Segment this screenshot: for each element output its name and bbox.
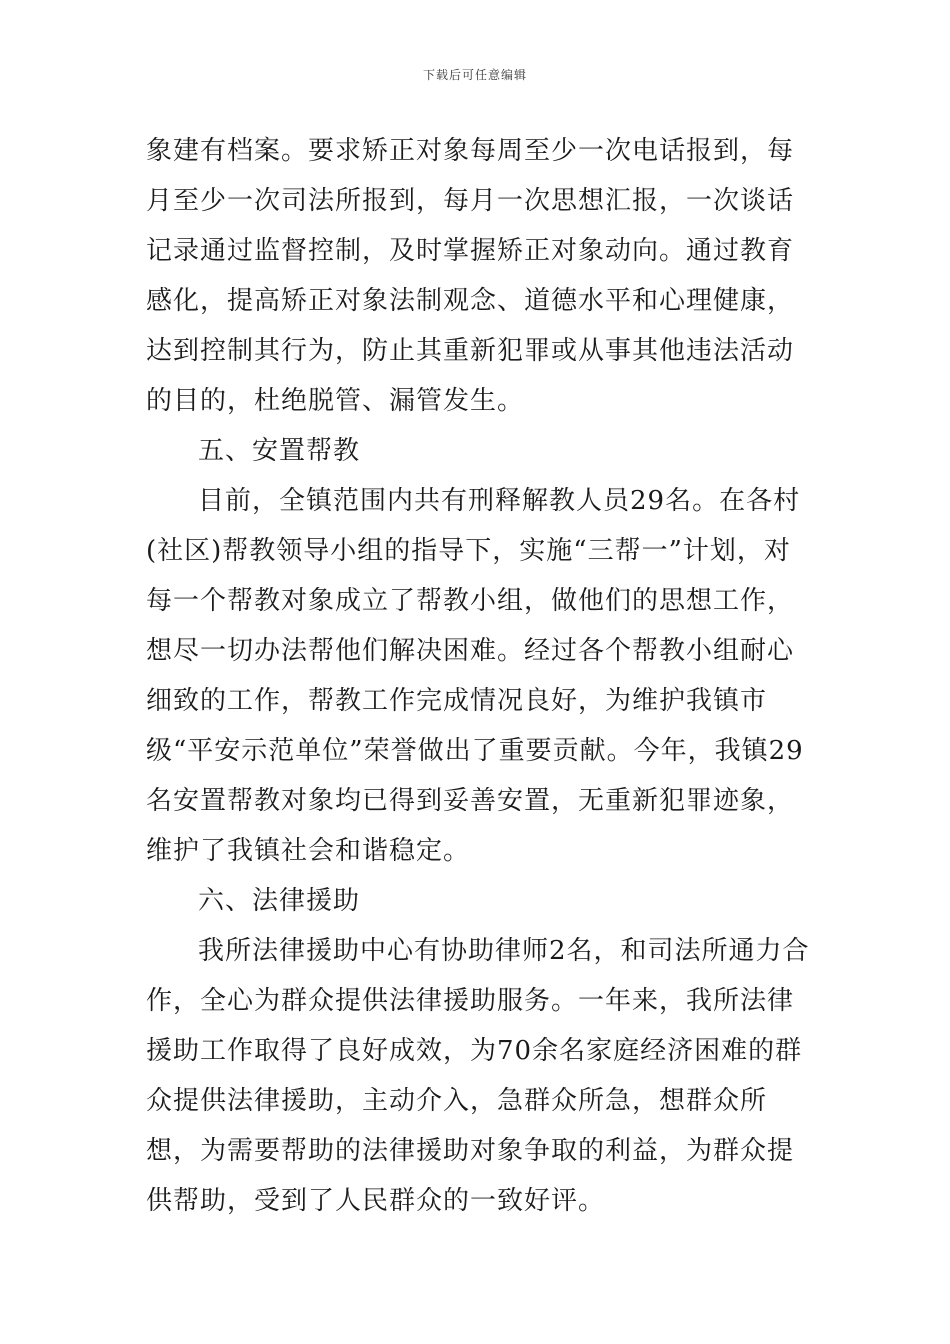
paragraph: 我所法律援助中心有协助律师2名，和司法所通力合作，全心为群众提供法律援助服务。一年来，我所法律援助工作取得了良好成效，为70余名家庭经济困难的群众提供法律援助，主动介入，急群众所急，想群众所想，为需要帮助的法律援助对象争取的利益，为群众提供帮助，受到了人民群众的一致好评。 <box>146 936 810 1216</box>
section-heading: 五、安置帮教 <box>198 436 361 466</box>
header-note: 下载后可任意编辑 <box>422 68 527 82</box>
section-heading: 六、法律援助 <box>198 886 361 916</box>
document-body <box>146 126 816 1226</box>
paragraph: 目前，全镇范围内共有刑释解教人员29名。在各村(社区)帮教领导小组的指导下，实施“三帮一”计划，对每一个帮教对象成立了帮教小组，做他们的思想工作，想尽一切办法帮他们解决困难。经过各个帮教小组耐心细致的工作，帮教工作完成情况良好，为维护我镇市级“平安示范单位”荣誉做出了重要贡献。今年，我镇29名安置帮教对象均已得到妥善安置，无重新犯罪迹象，维护了我镇社会和谐稳定。 <box>146 486 804 866</box>
paragraph: 象建有档案。要求矫正对象每周至少一次电话报到，每月至少一次司法所报到，每月一次思想汇报，一次谈话记录通过监督控制，及时掌握矫正对象动向。通过教育感化，提高矫正对象法制观念、道德水平和心理健康，达到控制其行为，防止其重新犯罪或从事其他违法活动的目的，杜绝脱管、漏管发生。 <box>146 136 795 416</box>
